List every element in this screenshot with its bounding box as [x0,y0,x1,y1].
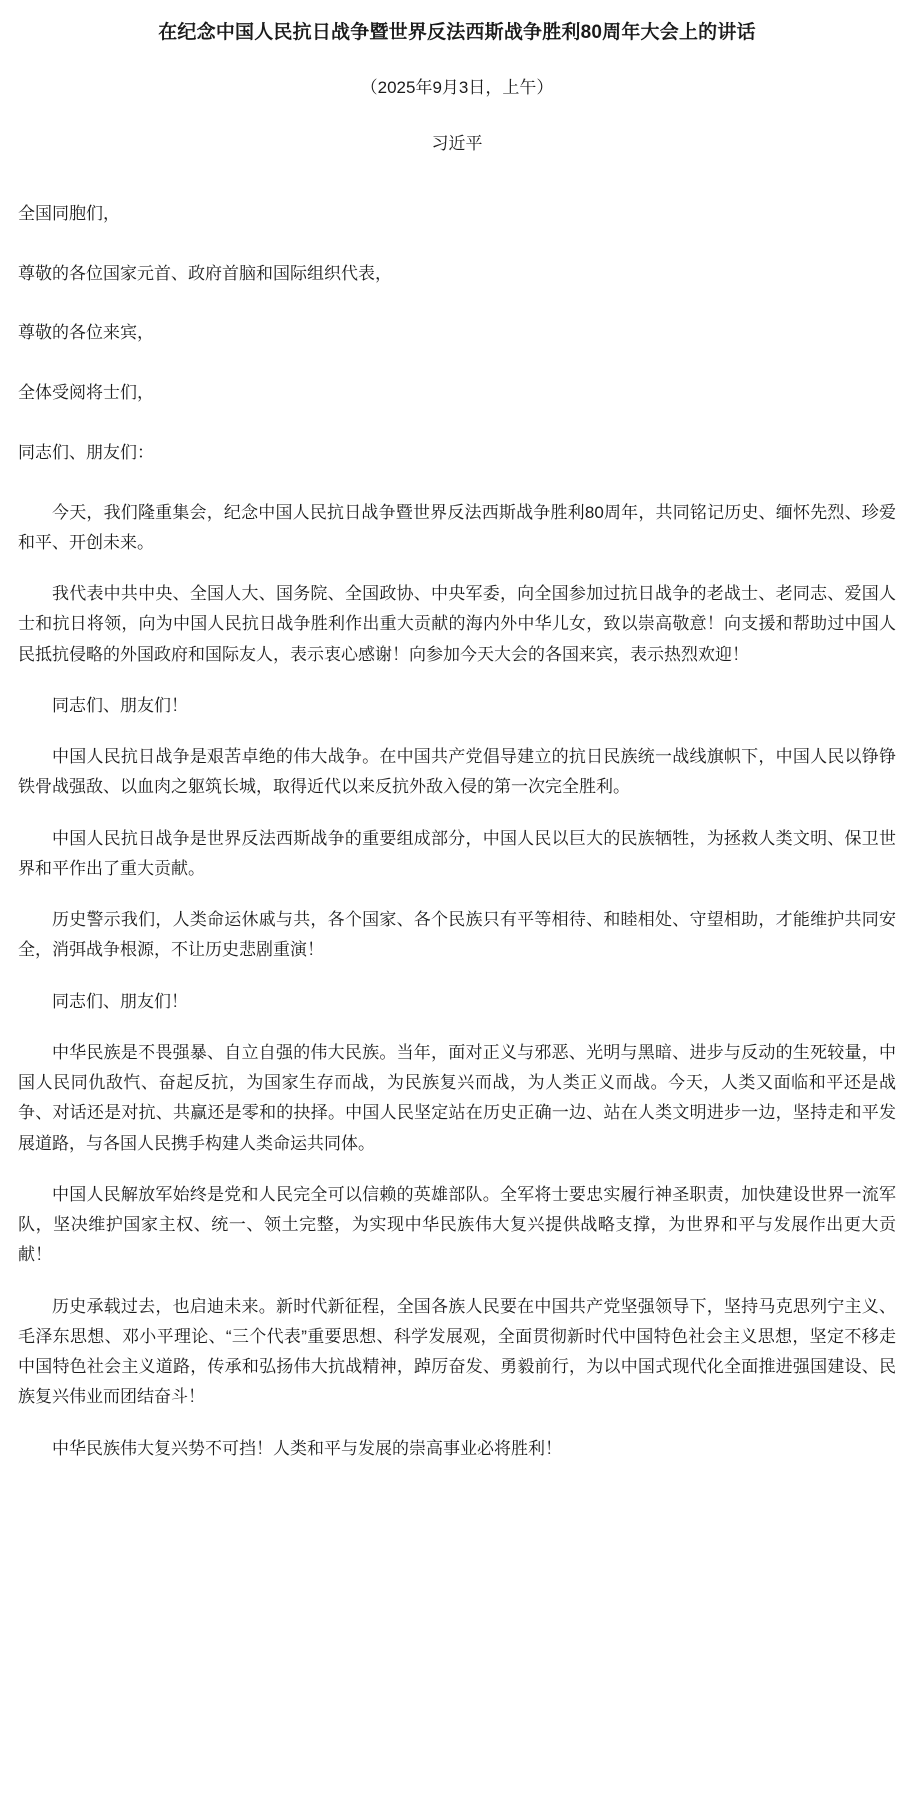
body-paragraph: 今天，我们隆重集会，纪念中国人民抗日战争暨世界反法西斯战争胜利80周年，共同铭记历史、缅怀先烈、珍爱和平、开创未来。 [18,502,896,552]
body-paragraph: 同志们、朋友们！ [52,695,188,715]
body-paragraph: 历史承载过去，也启迪未来。新时代新征程，全国各族人民要在中国共产党坚强领导下，坚持马克思列宁主义、毛泽东思想、邓小平理论、“三个代表”重要思想、科学发展观，全面贯彻新时代中国特色社会主义思想，坚定不移走中国特色社会主义道路，传承和弘扬伟大抗战精神，踔厉奋发、勇毅前行，为以中国式现代化全面推进强国建设、民族复兴伟业而团结奋斗！ [18,1296,896,1407]
page-title: 在纪念中国人民抗日战争暨世界反法西斯战争胜利80周年大会上的讲话 [158,22,756,43]
body-paragraph: 同志们、朋友们！ [52,991,188,1011]
salutation-line: 尊敬的各位国家元首、政府首脑和国际组织代表， [18,263,392,283]
document-date: （2025年9月3日，上午） [360,78,554,98]
body-paragraph: 中国人民解放军始终是党和人民完全可以信赖的英雄部队。全军将士要忠实履行神圣职责，加快建设世界一流军队，坚决维护国家主权、统一、领土完整，为实现中华民族伟大复兴提供战略支撑，为世界和平与发展作出更大贡献！ [18,1184,896,1265]
body-paragraph: 中国人民抗日战争是世界反法西斯战争的重要组成部分，中国人民以巨大的民族牺牲，为拯救人类文明、保卫世界和平作出了重大贡献。 [18,828,896,878]
body-paragraph: 历史警示我们，人类命运休戚与共，各个国家、各个民族只有平等相待、和睦相处、守望相助，才能维护共同安全，消弭战争根源，不让历史悲剧重演！ [18,910,896,960]
body-paragraph: 中华民族伟大复兴势不可挡！人类和平与发展的崇高事业必将胜利！ [52,1438,562,1458]
body-paragraph: 中华民族是不畏强暴、自立自强的伟大民族。当年，面对正义与邪恶、光明与黑暗、进步与反动的生死较量，中国人民同仇敌忾、奋起反抗，为国家生存而战，为民族复兴而战，为人类正义而战。今天，人类又面临和平还是战争、对话还是对抗、共赢还是零和的抉择。中国人民坚定站在历史正确一边、站在人类文明进步一边，坚持走和平发展道路，与各国人民携手构建人类命运共同体。 [18,1042,896,1153]
salutation-line: 尊敬的各位来宾， [18,323,154,343]
body-paragraph: 中国人民抗日战争是艰苦卓绝的伟大战争。在中国共产党倡导建立的抗日民族统一战线旗帜下，中国人民以铮铮铁骨战强敌、以血肉之躯筑长城，取得近代以来反抗外敌入侵的第一次完全胜利。 [18,747,896,797]
salutation-line: 同志们、朋友们： [18,442,154,462]
salutation-line: 全国同胞们， [18,203,120,223]
document-author: 习近平 [431,133,483,153]
body-paragraph: 我代表中共中央、全国人大、国务院、全国政协、中央军委，向全国参加过抗日战争的老战士、老同志、爱国人士和抗日将领，向为中国人民抗日战争胜利作出重大贡献的海内外中华儿女，致以崇高敬意！向支援和帮助过中国人民抵抗侵略的外国政府和国际友人，表示衷心感谢！向参加今天大会的各国来宾，表示热烈欢迎！ [18,584,896,664]
salutation-line: 全体受阅将士们， [18,383,154,403]
